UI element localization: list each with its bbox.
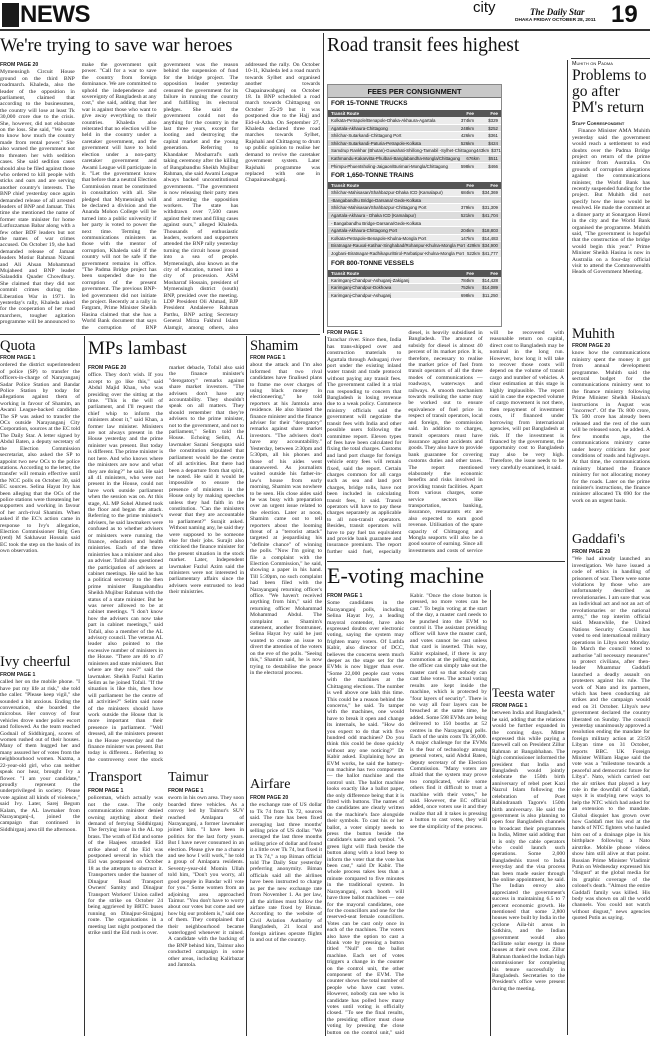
road-body: [327, 330, 564, 560]
table-row: [328, 212, 501, 220]
fees-section: [328, 110, 501, 170]
page-number: 19: [611, 1, 638, 28]
divider: [327, 561, 565, 562]
divider: [571, 58, 650, 59]
table-row: [328, 242, 501, 250]
transport-source: FROM PAGE 1: [88, 788, 124, 794]
table-row: [328, 117, 501, 125]
taimur-headline: Taimur: [168, 770, 209, 785]
table-cell: Agartala-Akhaura - Dhaka ICD (Kamalapur): [331, 212, 416, 218]
teesta-body: [492, 703, 565, 1038]
fees-header-cell: Transit Route: [331, 183, 360, 189]
fees-header-cell: Fee: [466, 183, 474, 189]
masthead: [0, 0, 650, 30]
transport-body: [88, 788, 163, 1038]
table-cell: Biratnagar-Rauxal-Katihar-Singhabad/Rohanpur-Khulna-Mongla Port: [331, 243, 465, 249]
table-cell: $41,777: [482, 250, 498, 256]
airfare-source: FROM PAGE 20: [250, 795, 289, 801]
table-cell: $41,704: [482, 212, 498, 218]
table-cell: Kolkata-Petrapole/Benapole-Dhaka-Akhaura-Agartala: [331, 118, 436, 123]
table-cell: $14,483: [482, 235, 498, 241]
gaddafi-source: FROM PAGE 20: [572, 549, 611, 555]
mps-body: [88, 365, 244, 768]
quota-headline: Quota: [0, 338, 36, 354]
table-cell: $34,900: [482, 243, 498, 249]
road-source: FROM PAGE 1: [327, 330, 363, 336]
masthead-rule: [0, 29, 650, 31]
road-headline: Road transit fees highest: [327, 35, 520, 56]
fees-section: [328, 182, 501, 257]
fees-header-cell: Fee: [490, 183, 498, 189]
quota-text: ordered the district superintendent of police (SP) to transfer the officers-in-charge of Narayanganj Sadar Police Station and Bandar Police Station by today for allegations against them of working in favour of Shamim, an Awami League-backed candidate. The SP was asked to transfer the OCs outside Narayanganj City Corporation, sources at the EC told The Daily Star. A letter signed by Abdul Baten, a deputy secretary of the Election Commission secretariat, also asked the SP to appoint two new OCs to the police stations. According to the letter, the transfer will remain effective until the NCC polls on October 30, said EC sources. Selina Hayat Ivy has been alleging that the OCs of the police stations were threatening her supporters and working in favour of her arch-rival Shamim. When asked if the EC's action came in response to Ivy's allegation, Election Commissioner Brig Gen (retd) M Sakhawat Hossain said EC took the step on the basis of its own observation.: [0, 362, 80, 555]
war-source: FROM PAGE 20: [0, 62, 39, 68]
ivy-body: [0, 672, 80, 1038]
table-cell: - Bangabandhu Bridge-Darsana/Gede-Kolkata: [331, 220, 422, 226]
fees-section-title: FOR 1,650-TONNE TRAINS: [328, 170, 501, 182]
taimur-body: [168, 788, 244, 1038]
table-row: [328, 163, 501, 171]
table-cell: [448, 220, 476, 227]
padma-kicker: Muhith on Padma: [572, 61, 613, 67]
table-cell: $424: [488, 140, 498, 146]
table-row: [328, 204, 501, 212]
ivy-headline: Ivy cheerful: [0, 654, 71, 670]
table-cell: $18,803: [482, 228, 498, 234]
taimur-text: sworn in his own area. They soon boarded three vehicles. As a convoy led by Taimur's SUV reached Amlapara of Narayanganj, a former lawmaker joined him. "I have been in politics for the last forty years. But I have never consumed in an election. Please give me a chance and see how I will work," he told a group of Amlapara residents. Seventy-year-old Momin Ullah told him, "Don't you worry, all good people in Bandar will vote for you." Some women from an adjoining area approached Taimur. "You don't have to worry about our votes but come and see how big our problem is," said one of them. They complained that their neighbourhood became waterlogged whenever it rained. A candidate with the backing of the BNP behind him, Taimur also conducted campaign in some other areas, including Kalirbazar and Jamtola.: [168, 795, 244, 968]
fees-section-title: FOR 15-TONNE TRUCKS: [328, 98, 501, 110]
fees-section-title: FOR 800-TONNE VESSELS: [328, 258, 501, 270]
table-cell: $466: [488, 163, 498, 169]
fees-header-cell: Fee: [490, 111, 498, 116]
table-cell: Kathmandu-Kakarvitta-Phulbari-Banglabandha-Mongla/Chittagong: [331, 155, 461, 161]
table-cell: 598km: [460, 163, 474, 169]
table-row: [328, 284, 501, 292]
table-cell: 698km: [460, 292, 474, 298]
muhith-text: know how the communications ministry spent the money it got from annual development programme. Muhith said the sectoral budget for the communications ministry sent to the finance ministry following Prime Minister Sheikh Hasina's instructions in August was "incorrect". Of the Tk 800 crore, Tk 500 crore has already been released and the rest of the sum will be released soon, he added. A few months ago, the communications ministry came under heavy criticism for poor conditions of roads and highways. At that time, the communications ministry blamed the finance ministry for not allocating money for the roads. Later on the prime minister's instructions, the finance minister allocated Tk 690 for the work on an urgent basis.: [572, 350, 650, 504]
table-cell: $361: [488, 133, 498, 139]
shamim-headline: Shamim: [250, 338, 299, 354]
divider: [246, 336, 247, 1036]
divider: [323, 33, 324, 333]
muhith-source: FROM PAGE 20: [572, 343, 611, 349]
teesta-text: between India and Bangladesh," he said, adding that the relations would be further expanded in the coming days. Mitter expressed this while paying a farewell call on President Zillur Rahman at Bangabhaban. The high commissioner informed the president that India and Bangladesh would jointly celebrate the 150th birth anniversary of rebel poet Kazi Nazrul Islam following the celebration of Poet Rabindranath Tagore's 150th birth anniversary. He said the government is also planning to open four Bangladesh channels to broadcast their programmes in India, Mitter said adding that it is only the cable operators who could launch such operations. Some 2,000 Bangladeshis travel to India everyday and the visa process has been made easier through the online appointment, he said. The Indian envoy also appreciated the government's success in maintaining 6.5 to 7 percent economic growth. He mentioned that some 2,800 houses were built by India in the cyclone Aila-hit areas in Satkhira, and the Indian government would also facilitate solar energy in those houses at their own cost. Zillur Rahman thanked the Indian high commissioner for completing his tenure successfully in Bangladesh. Secretaries to the President's office were present during the meeting.: [492, 710, 566, 992]
divider: [325, 336, 326, 1036]
table-row: [328, 250, 501, 258]
table-cell: $14,089: [482, 285, 498, 291]
padma-source: Staff Correspondent: [572, 121, 625, 127]
shamim-source: FROM PAGE 1: [250, 355, 286, 361]
mps-text: office. They don't wish. If you accept to go like this," said Abdul Majid Khan, who was presiding over the sitting at the time. "This is the will of parliament, and I'll request the chief whip to inform the ministers about it," said Khan, a former law minister. Ministers are not always present in the House yesterday and the prime minister was present. But today is different. The prime minister is not here. And who knows where the ministers are now and what they are doing?" he said. He said all 41 ministers, who were not present in the House, could not have work outside parliament when the session was on. At this stage, AL MP Sohel Ahmed took the floor and began the attack. Referring to the prime minister's advisers, he said lawmakers were confused as to whether advisers or ministers were running the finance, education and health ministries. Each of the three ministries has a minister and also an adviser. Tofail also questioned the participation of advisers at cabinet meetings. He said he has a political secretary to the then prime minister Bangabandhu Sheikh Mujibur Rahman with the status of a state minister. But he was never allowed to be at cabinet meetings. "I don't know how the advisers can now take part in cabinet meetings," said Tofail, also a member of the AL advisory council. The veteran AL leader also pointed to the excessive number of ministers in the House. "There are 46 to 47 ministers and state ministers. But where are they now?" said the lawmaker. Sheikh Fazlul Karim Selim as he joined Tofail. "If the situation is like this, then how will parliament be the centre of all activities?" Selim said none of the ministers should have work outside the House that is more important than their presence in parliament. "Well dressed, all the ministers present in the House yesterday and the finance minister was present. But today is different... Referring to the controversy over the stock market debacle, Tofail also said the finance minister's "derogatory" remarks against share market investors. "The advisers don't have any accountability. They shouldn't speak on all matters. They should remember that they're advisers to the prime minister, not to the government, and not to parliament," Selim told the House. Echoing Selim, AL lawmaker Sarani Sengupta said the constitution stipulated that parliament would be the centre of all activities. But there had been a departure from that spirit, he noted. He said it would be impossible to ensure the presence of ministers in the House only by making speeches unless they had faith in the constitution. "Can the ministers swear that they are accountable to parliament?" Surajit asked. Without naming any, he said they were supposed to be someone else for their jobs. Surajit also criticised the finance minister for the present situation in the stock market. Later, Independent lawmaker Fazlul Azim said the ministers were not interested in parliamentary affairs since the advisers were entrusted to lead their ministries.: [88, 365, 244, 763]
padma-headline: Problems to go after PM's return: [572, 67, 647, 116]
teesta-headline: Teesta water: [492, 686, 555, 700]
evoting-headline: E-voting machine: [327, 563, 485, 588]
quota-source: FROM PAGE 1: [0, 355, 36, 361]
airfare-headline: Airfare: [250, 777, 291, 792]
fees-table-body: [328, 98, 501, 299]
divider: [84, 336, 85, 1036]
teesta-source: FROM PAGE 1: [492, 703, 528, 709]
table-cell: [476, 197, 501, 204]
shamim-body: [250, 355, 322, 775]
table-cell: 443km: [475, 148, 490, 154]
road-text: Tarachar river. Since then, India has trans-shipped over and construction materials to Agartala through Ashuganj river port under the existing inland water transit and trade protocol without paying any transit fees. The government called it a trial run responding to concern that Bangladesh is losing revenue due to a weak policy. Commerce ministry officials said the government will negotiate the transit fees with India and other possible users following the committee report. Eleven types of fees have been calculated for fixing the total charges. Customs and land port charge for foreign vehicle entry fees will remain fixed, said the report. Certain charges common for all cargo such as sea and land port charges, bridge tolls, have not been included in calculating transit fees, it said. Transit operators will have to pay these charges separately as applicable to all non-transit operators. Besides, transit operators will have to pay fuel tax equivalent and provide bank guarantee and insurance premium. The report further said fuel, especially diesel, is heavily subsidised in Bangladesh. The amount of subsidy for diesel is almost 40 percent of its market price. It is, therefore, necessary to realise the market price of fuel from transit operators of all the three modes of communications — roadways, waterways and railways. A smooth mechanism towards realising the same may be worked out to ensure equivalence of fuel price in respect of transit operators, local and foreign, the commission said. In addition to charges, transit operators must have insurance against accidents and goods. They also have to provide bank guarantee for covering customs duties and other taxes. The report mentioned elaborately the economic benefits and risks involved in providing transit facilities. Apart from various charges, some service sectors like transportation, banking, insurance, restaurants etc are also expected to earn good revenue. Utilisation of the spare capacity of Chittagong and Mongla seaports will also be a good source of earning. Since all investments and costs of service will be recovered with reasonable return on capital, direct cost to Bangladesh may be nominal in the long run. However, how long it will take to recover those costs will depend on the volume of transit cargo and number of vehicles. A clear estimation at this stage is highly implausible. The report said in case the expected volume of cargo movement is not there, then repayment of investment costs, if financed under borrowing from international agencies, will put Bangladesh at risk. If the investment is financed by the government, the opportunity cost to Bangladesh may also be very high. Therefore, the issue needs to be very carefully examined, it said.: [327, 330, 564, 555]
table-cell: Phimpu-Phuentsholing-Jaigaon/Burimari-Mongla/Chittagong: [331, 163, 448, 169]
issue-date: DHAKA FRIDAY OCTOBER 28, 2011: [515, 18, 596, 23]
table-cell: 374km: [460, 118, 474, 123]
fees-header-cell: Transit Route: [331, 111, 360, 116]
section-city: city: [473, 0, 496, 16]
table-row: [328, 189, 501, 197]
table-row: [328, 147, 501, 155]
table-cell: -Bangabandhu Bridge-Darsana/ Gede-Kolkata: [331, 197, 422, 203]
shamim-text: about the attack and I'm also informed that two rival candidates have finalised plans to frame me over charges of using black money in electioneering," he told reporters at his Jamtola area residence. He also blasted the finance minister and the finance adviser for their "derogatory" remarks against share market investors. "The advisers don't have any accountability." Yesterday, between 2:30pm and 5:30pm, all his phones and those of his aides went unanswered. As journalists waited outside his father-in-law's house from early morning, Shamim was nowhere to be seen. His close aides said he was busy with preparation over an urgent issue related to the election. Later at noon, Shamim came out to tell reporters about the looming threat of a "terrorist attack" targeted at jeopardising his "definite chance" of winning the polls. "Now I'm going to file a complaint with the Election Commission," he said, showing a paper in his hand. Till 5:30pm, no such complaint had been filed with the Narayanganj returning officer's office. "We haven't received anything from him," said the returning officer Mohammad Mohammad Abdul. The complaint as Shamim's statement, another frontrunner, Selina Hayat Ivy said he just wanted to create an issue to divert the attention of the voters on the eve of the polls. "Seeing this," Shamim said, he is now trying to destabilise the peace in the electoral process.: [250, 362, 322, 676]
table-cell: $511: [488, 155, 498, 161]
gaddafi-headline: Gaddafi's: [572, 532, 626, 547]
table-cell: 684km: [460, 190, 474, 196]
table-cell: 147km: [460, 235, 474, 241]
section-badge: [2, 3, 19, 27]
table-cell: Jogbani-Biratnagar-Radhikapur/Birol-Parbatipur-Khulna-Mongla Port: [331, 250, 465, 256]
table-cell: [476, 220, 501, 227]
fees-table: [327, 84, 502, 327]
evoting-text: Some candidates in the Narayanganj polls, including Selina Hayat Ivy, a leading mayoral contender, have also expressed doubts over electronic voting, saying the system may frighten many voters. Of Luthfa Kabir, also director of DCC, believes the concerns seem much deeper as the stage set for the EVMs is now bigger than ever. "Some 22,000 people cast votes with the machines at the Chittagong elections. The number is well above one lakh this time. This could be a reason behind the concerns," he said. To tamper with the machines, one would have to break it open and change its internals, he said. "How do you expect to do that with five hundred odd machines? Do you think this could be done quickly without any one noticing?" Dr Kabir asked. Explaining how an EVM works, he said the battery-run machine has two components — the ballot machine and the control unit. The ballot machine looks exactly like a ballot paper, the only difference being that it is fitted with buttons. The names of the candidates are clearly written on the machine's face alongside their symbols. To cast his or her ballot, a voter simply needs to press the button beside the candidate's name and symbol. "A green light will flash beside the button along with a loud beep to inform the voter that the vote has been cast," said Dr Kabir. The whole process takes less than a minute compared to five minutes in the traditional system. In Narayanganj, each booth will have three ballot machines — one for the mayoral candidates, one for the councillors and one for the reserved-seat female councillors. Votes can be cast only once in each of the machines. The voters also have the option to cast a blank vote by pressing a button titled "Null" on the ballot machine. Each set of votes triggers a change in the counter on the control unit, the other component of the EVM. The counter shows the total number of people who have cast votes. However, nobody can see who is candidate has polled how many votes until voting is officially closed. "To see the final results, the presiding officer must close voting by pressing the close button on the control unit," said Kabir. "Once the close button is pressed, no more votes can be cast." To begin voting at the start of the day, a master card needs to be punched into the EVM to control it. The assistant presiding officer will have the master card, and votes cannot be cast unless that card is inserted. This way, Kabir explained, if there is any commotion at the polling station, the officer can simply take out the master card so that nobody can cast false votes. The actual voting results are kept inside the machine, which is protected by "four layers of security". There is no way all four layers can be breached at the same time, he added. Some 598 EVMs are being delivered to 150 booths at 52 centres in the Narayanganj polls. Each of the units costs Tk 36,000. A major challenge for the EVMs is the fear of technology among general voters, said Abdul Baten, deputy secretary of the Election Commission. "Many voters are afraid that the system may prove too complicated, while some others find it difficult to trust a machine with their votes," he said. However, the EC official added, once voters use it and they realize that all it takes is pressing a button to cast votes, they will see the simplicity of the process.: [327, 593, 487, 1036]
fees-section: [328, 270, 501, 300]
table-row: [328, 235, 501, 243]
table-row: [328, 227, 501, 235]
table-cell: Agartala-Akhaura-Chittagong: [331, 125, 388, 131]
table-row: [328, 220, 501, 228]
gaddafi-text: "We had already launched an investigation. We have issued a code of ethics in handling of prisoners of war. There were some violations by those who are unfortunately described as revolutionaries. I am sure that was an individual act and not an act of revolutionaries or the national army," the top interim official said. Meanwhile, the United Nations Security Council has voted to end international military operations in Libya next Monday. In March the council voted to authorise "all necessary measures" to protect civilians, after then-leader Muammar Gaddafi launched a deadly assault on protesters against his rule. The work of Nato and its partners, which has been conducting air strikes and the campaign would end on 31 October. Libya's new government declared the country liberated on Sunday. The council yesterday unanimously approved a resolution ending the mandate for foreign military action at 23:59 Libyan time on 31 October, reports BBC. UK Foreign Minister William Hague said the vote was a "milestone towards a peaceful and democratic future for Libya". Nato, which carried out the air strikes that played a key role in the downfall of Gaddafi, says it is studying new ways to help the NTC which had asked for an extension to the mandate. Global disquiet has grown over how Gaddafi met his end at the hands of NTC fighters who hauled him out of a drainage pipe in his birthplace following a Nato airstrike. Mobile phone videos show him still alive at that point. Russian Prime Minister Vladimir Putin on Wednesday expressed his "disgust" at the global media for its graphic coverage of the colonel's death. "Almost the entire Gaddafi family was killed. His body was shown on all the world channels. You could not watch without disgust," news agencies quoted Putin as saying.: [572, 556, 650, 922]
table-cell: Samdrup Rankhar (Bhutan)-Guwahati-Shillong-Tamabil -Sylhet-Chittagong: [331, 148, 476, 154]
evoting-source: FROM PAGE 1: [327, 593, 363, 599]
transport-headline: Transport: [88, 770, 142, 785]
fees-caption: FEES PER CONSIGNMENT: [328, 85, 501, 98]
war-headline: We're trying to save war heroes: [0, 36, 233, 56]
table-cell: 784km: [460, 277, 474, 283]
table-row: [328, 125, 501, 133]
table-cell: $34,369: [482, 190, 498, 196]
fees-header-cell: Transit Route: [331, 270, 360, 276]
padma-text: Finance Minister AMA Muhith yesterday said the government would reach a settlement to end doubts over the Padma Bridge project on return of the prime minister from Australia. On grounds of corruption allegations against the communications minister, the World Bank has recently suspended funding for the project. But Muhith did not specify how the issue would be resolved. He made the comment at a dinner party at Sonargaon Hotel in the city and the World Bank organised the programme. Muhith said, "The government is hopeful that the construction of the bridge would begin this year." Prime Minister Sheikh Hasina is now in Australia on a four-day official visit to attend the Commonwealth Heads of Government Meeting.: [572, 128, 650, 276]
table-cell: $31,309: [482, 205, 498, 211]
table-cell: 426km: [460, 133, 474, 139]
table-row: [328, 132, 501, 140]
fees-header-cell: Fee: [490, 270, 498, 276]
table-cell: Karimganj-Chandpur-Ashuganj-Zakiganj: [331, 277, 410, 283]
table-cell: $252: [488, 125, 498, 131]
table-cell: 522km: [466, 250, 481, 256]
table-cell: 752km: [460, 285, 474, 291]
table-cell: 379km: [460, 205, 474, 211]
table-row: [328, 197, 501, 205]
fees-header-cell: Fee: [466, 270, 474, 276]
divider: [567, 60, 568, 1035]
table-row: [328, 277, 501, 285]
gaddafi-body: [572, 549, 650, 1038]
table-cell: [448, 197, 476, 204]
table-cell: $371: [491, 148, 501, 154]
ivy-text: called her on the mobile phone. "I have put my life at risk," she told the caller. "Please keep vigil," she sounded a bit anxious. Ending the conversation, she boarded the microbus. Her convoy of four vehicles drove under police escort and followed. As the team reached Godnail of Siddhirganj, scores of women rushed out of their houses. Many of them hugged her and many assured her of votes from the neighbourhood women. Nazma, a 22-year-old girl, who can neither speak nor hear, brought Ivy a flower. "I am your candidate," proudly represent the underprivileged in society. Please vote against all kinds of violence," said Ivy. Later, Sarej Begum Kalam, the AL lawmaker from Narayanganj-4, joined the campaign that continued in Siddhirganj area till the afternoon.: [0, 679, 80, 833]
taimur-source: FROM PAGE 1: [168, 788, 204, 794]
mps-source: FROM PAGE 20: [88, 365, 127, 371]
fees-header-row: [328, 182, 501, 189]
paper-name: The Daily Star: [530, 7, 585, 17]
table-row: [328, 155, 501, 163]
table-cell: Karimganj-Chandpur-Dokhowa: [331, 285, 392, 291]
fees-header-row: [328, 270, 501, 277]
divider: [0, 334, 320, 335]
table-cell: $11,250: [482, 292, 498, 298]
war-text: Mymensingh Circuit House ground on the third BNP roadmarch. Khaleda, also the leader of the opposition in parliament, claimed that according to the businessmen, the country will lose at least Tk 30,000 crore due to the crisis. She, however, did not elaborate on the loss. She said, "We want to know how much the country made from rental power." She also warned the government not to threaten her with sedition cases. She said sedition cases should also be filed against those who ordered to kill people with sticks and oars and are serving another country's interests. The BNP chief yesterday once again demanded release of all arrested leaders of BNP and Jamaat. This time she mentioned the name of former state minister for home Lutfozzaman Babar along with a few other BDF leaders but not the names of war crimes accused. On October 19, she had demanded release of Jamaat leaders Motiur Rahman Nizami and Ali Ahsan Mohammad Mujaheed and BNP leader Salauddin Quader Chowdhury. She claimed that they did not commit crimes during the Liberation War in 1971. In yesterday's rally, Khaleda asked for the cooperation of her road marchers, tougher agitation programme will be announced to make the government quit power. "Call for a war to save the country from foreign dominance. We are committed to uphold the independence and sovereignty of Bangladesh at any cost," she said, adding that her war is against those who want to give away everything to their countries. Khaleda also reiterated that no election will be held in the country under a caretaker government, and the government will have to hold election under a non-party caretaker government and Awami League will participate in it. "Let the government know that before that a neutral Election Commission must be constituted in consultation with all. She pledged that Mymensingh will be declared a division and the Ananda Mohon College will be turned into a public university if her party is voted to power the next time. Terming the communications ministers as those with the mentor of corruption, Khaleda said if the country will not be safe if the government remains in office. "The Padma Bridge project has been suspended due to the corruption of the present government. The previous BNP-led government did not initiate the project. Recently at a rally in Fatgram, Prime Minister Sheikh Hasina claimed that she has a World Bank document that says the corruption of BNP government was the reason behind the suspension of fund for the bridge project. The opposition leader yesterday censured the government for its failure in running the country and fulfilling its electoral pledges. She said the government could not do anything for the country in the last three years, except for looting and destroying the capital market and the young generation. Referring to Khandaker Mosharraf's oath taking ceremony after the killing of Bangabandhu Sheikh Mujibur Rahman, she said Awami League always backed unconstitutional governments. "The government is now releasing their party men and arresting the opposition workers. The state has withdrawn over 7,500 cases against their men and filing cases against ours," alleged Khaleda. Thousands of enthusiastic leaders, workers and supporters attended the BNP rally yesterday turning the circuit house ground into a sea of people. Mymensingh, also known as the city of education, turned into a city of procession. ASM Mosharraf Hossain, president of Mymensingh district (south) BNP, presided over the meeting. LDP President Oli Ahmad, BJP President Andaleeve Rahman Parthu, BNP acting Secretary General Mirza Fakhrul Islam Alamgir, among others, also addressed the rally. On October 10-11, Khaleda led a road march towards Sylhet and organised another towards Chapainawabganj on October 18. In BNP scheduled a road march towards Chittagong on October 25-29 but it was postponed due to the Hajj and Eid-ul-Azha. On September 27, Khaleda declared three road marches towards Sylhet, Rajshahi and Chittagong to drum up public opinion to realise her demand to revive the caretaker government system. Later Rajshahi programme was replaced with one in Chapainawabganj.: [0, 62, 320, 331]
divider: [490, 590, 491, 1036]
war-body: [0, 62, 320, 332]
table-cell: $329: [488, 118, 498, 123]
airfare-text: the exchange rate of US dollar to Tk 74 from Tk 72, sources said. The rate has been fixed averaging last three months' selling price of US dollar. "We averaged the last three months selling price of dollar and found it a little over Tk 74, but fixed it at Tk 74," a top Biman official told The Daily Star yesterday preferring anonymity. Biman officials said all the airlines have been instructed to charge as per the new exchange rate from November 1. As per law, all the airlines must follow the airfare rate fixed by Biman. According to the website of Civil Aviation Authority of Bangladesh, 21 local and foreign airlines operate flights in and out of the country.: [250, 802, 322, 943]
muhith-body: [572, 343, 650, 529]
fees-header-row: [328, 110, 501, 117]
table-row: [328, 292, 501, 300]
table-cell: 248km: [460, 125, 474, 131]
quota-body: [0, 355, 80, 652]
table-cell: 521km: [460, 212, 474, 218]
table-cell: 429km: [466, 243, 481, 249]
muhith-headline: Muhith: [572, 326, 615, 342]
transport-text: policeman, which actually was not the case. The only communication minister denied owning anything about their demand of ferrying Siddhirganj The ferrying issue in the AL top brass. The wrath of Eid and some of the Haajees stranded Eid strike ahead of the Eid was postponed several in which the Eid was postponed on October 18 as the attempts to obstruct it. Transporters under the banner of Dinajpur Road Transport Owners' Samity and Dinajpur Transport Workers' Union called for the strike on October 24 being aggrieved by BRTC buses running on Dinajpur-Sirajganj route. The organisations in a meeting last night postponed the strike until the Eid rush is over.: [88, 795, 163, 936]
table-cell: Shilchar-Sutarkandi-Paturia-Petrapole-Kolkata: [331, 140, 422, 146]
mps-headline: MPs lambast: [88, 338, 187, 359]
table-cell: Agartala-Akhaura-Chittagong Port: [331, 228, 398, 234]
table-cell: Shilchar-Mahisasan/Shahbazpur-Dhaka ICD (Kamalapur): [331, 190, 443, 196]
ivy-source: FROM PAGE 1: [0, 672, 36, 678]
padma-body: [572, 121, 650, 325]
table-cell: 526km: [460, 140, 474, 146]
table-cell: 204km: [460, 228, 474, 234]
table-cell: $14,428: [482, 277, 498, 283]
table-cell: Karimganj-Chandpur-Ashuganj: [331, 292, 392, 298]
table-cell: Shilchar-Sutarkandi-Chittagong Port: [331, 133, 402, 139]
table-cell: 676km: [466, 155, 480, 161]
evoting-body: [327, 593, 487, 1038]
table-cell: Shilchar-Mahisasan/Shahbazpur-Chittagong Port: [331, 205, 427, 211]
airfare-body: [250, 795, 322, 1038]
section-title: NEWS: [20, 1, 90, 28]
table-row: [328, 140, 501, 148]
table-cell: Kolkata-Petrapole-Benapole-Khulna-Mongla Port: [331, 235, 427, 241]
fees-header-cell: Fee: [466, 111, 474, 116]
